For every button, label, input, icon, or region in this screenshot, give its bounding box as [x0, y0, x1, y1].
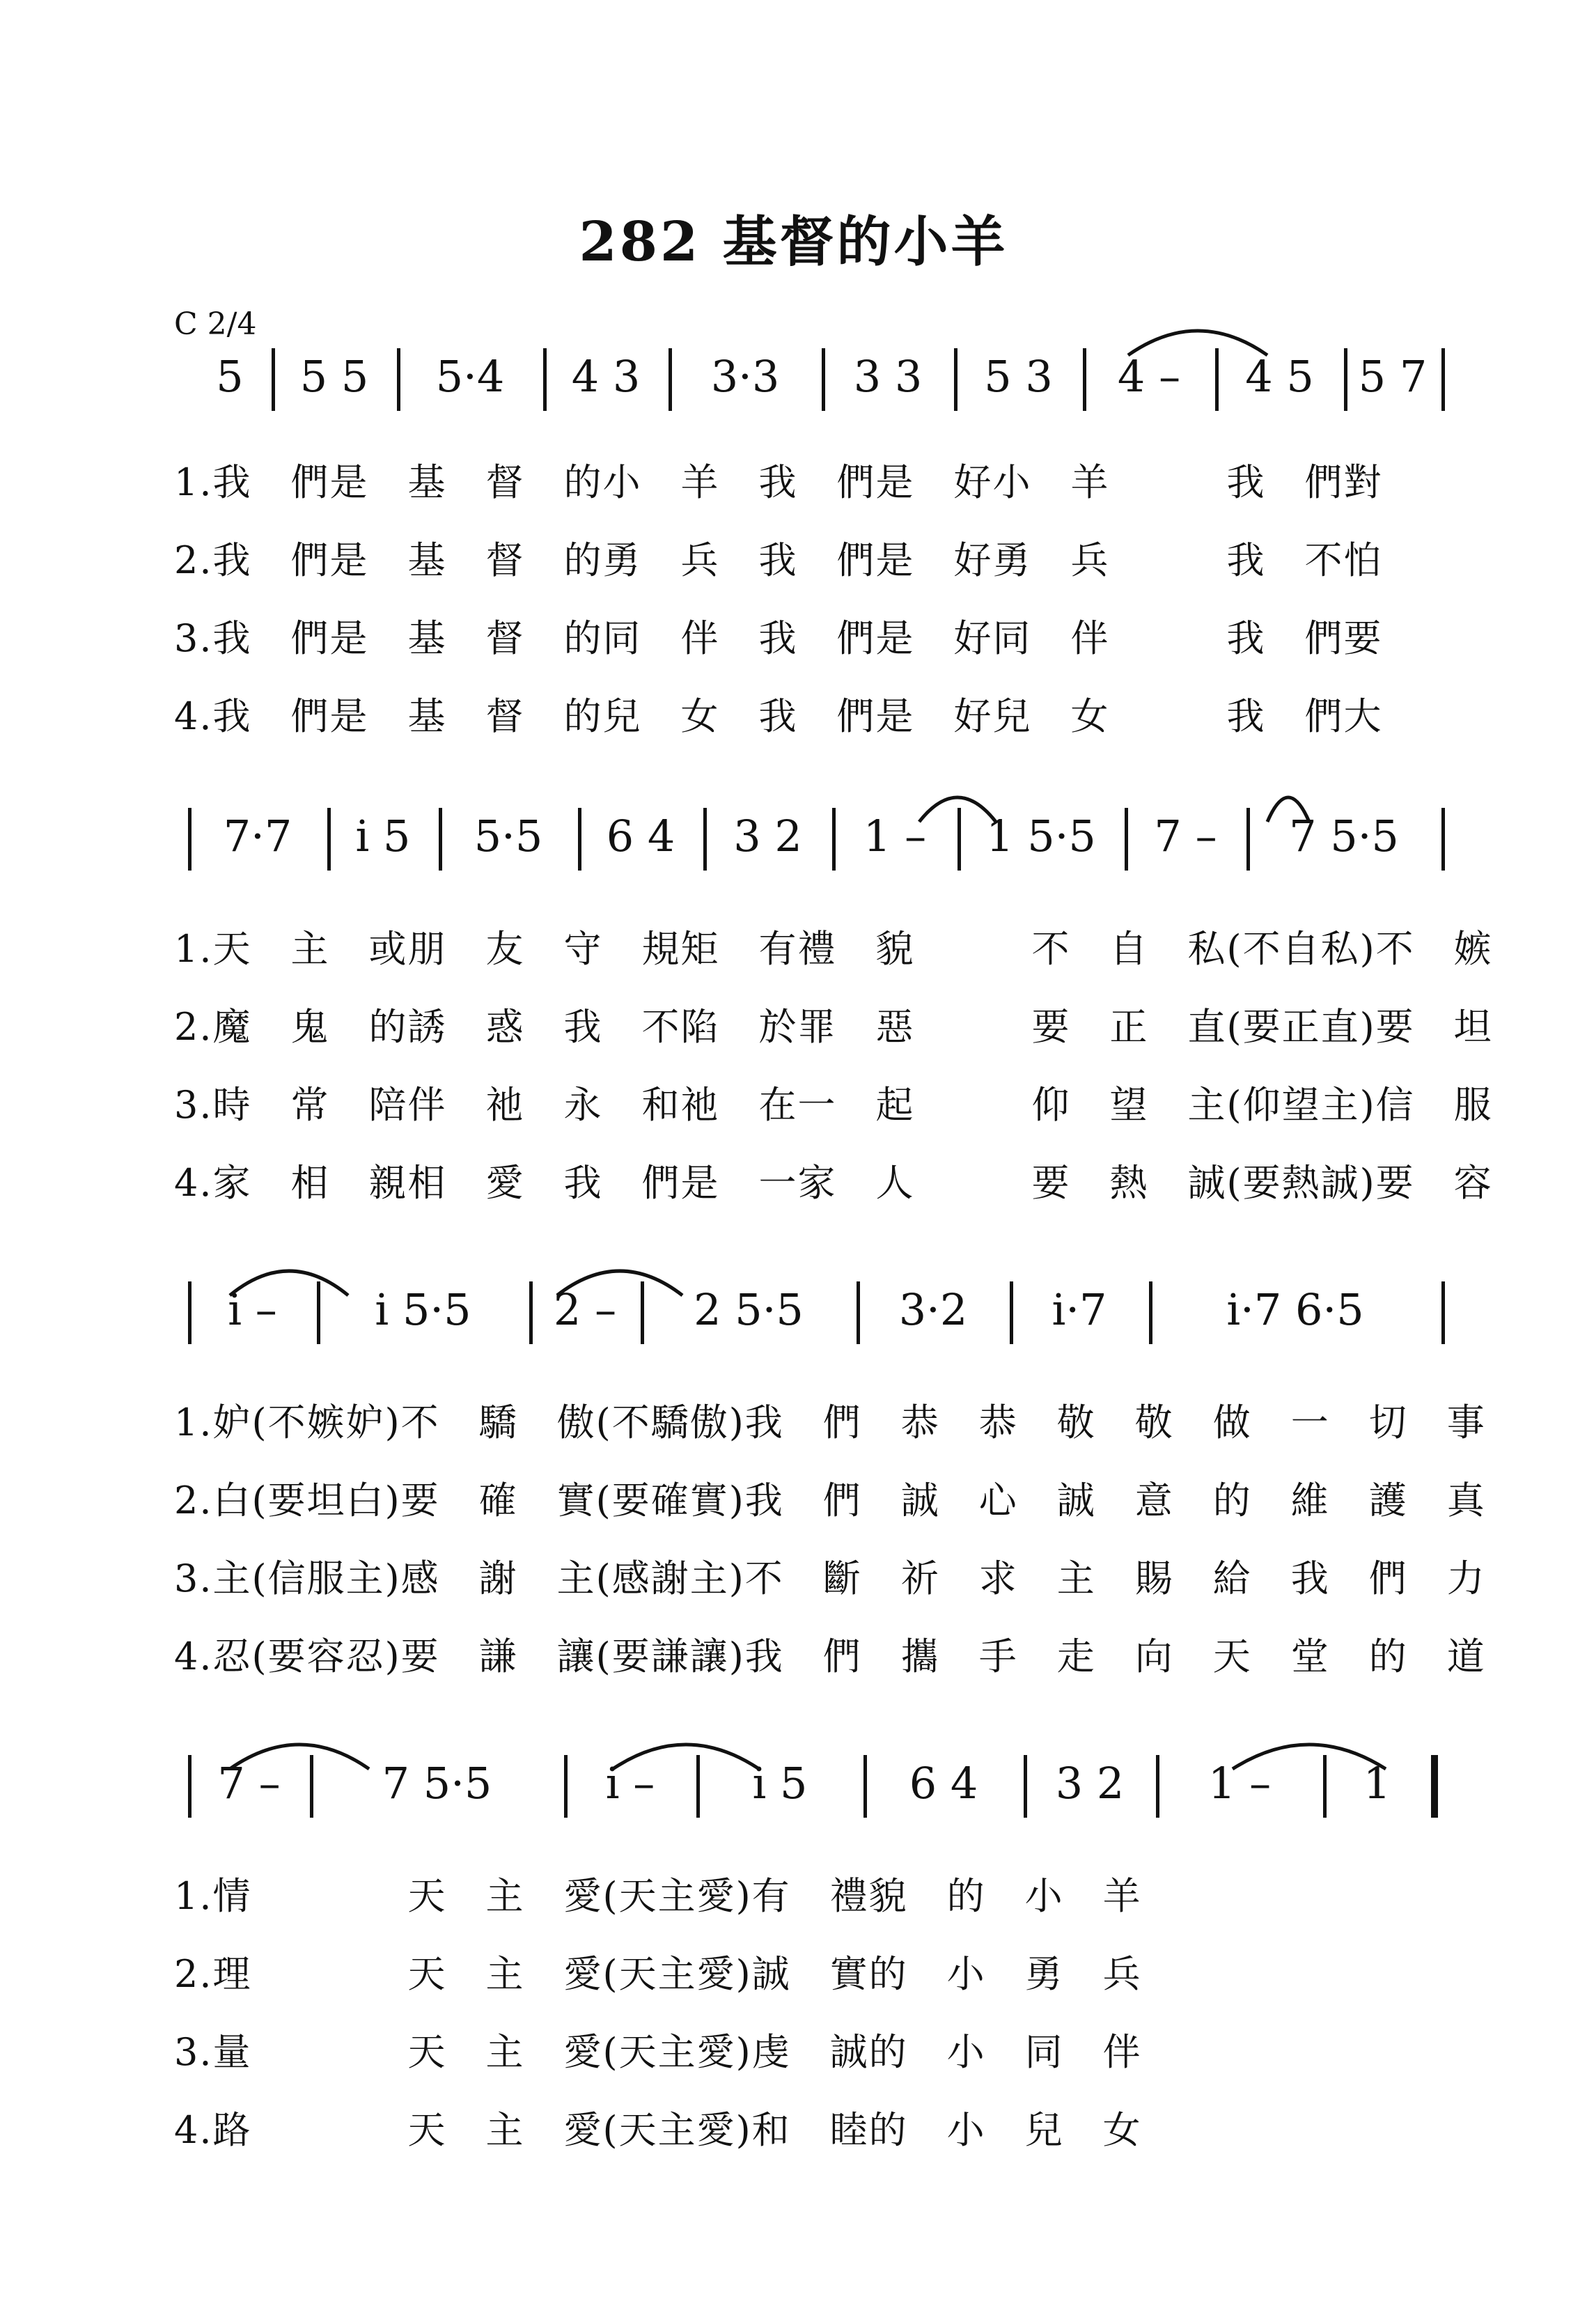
slur: [613, 1745, 759, 1769]
measure-notes: i 5: [355, 811, 411, 861]
measure-notes: 7 5·5: [1289, 811, 1399, 861]
page-title: 282 基督的小羊: [579, 210, 1008, 274]
lyric-line: 3.量 天 主 愛(天主愛)虔 誠的 小 同 伴: [174, 2030, 1142, 2074]
key-signature: C 2/4: [174, 306, 257, 342]
measure-notes: i –: [228, 1284, 277, 1335]
measure-notes: 6 4: [909, 1758, 978, 1809]
measure-notes: 5: [216, 351, 244, 402]
lyric-line: 1.妒(不嫉妒)不 驕 傲(不驕傲)我 們 恭 恭 敬 敬 做 一 切 事: [174, 1401, 1486, 1444]
measure-notes: 3·2: [898, 1284, 968, 1335]
measure-notes: 5 7: [1358, 351, 1428, 402]
measure-notes: 2 –: [553, 1284, 617, 1335]
lyric-line: 2.理 天 主 愛(天主愛)誠 實的 小 勇 兵: [174, 1952, 1142, 1996]
measure-notes: 5 5: [299, 351, 369, 402]
measure-notes: 1 5·5: [986, 811, 1096, 861]
lyric-line: 4.我 們是 基 督 的兒 女 我 們是 好兒 女 我 們大: [174, 694, 1383, 738]
measure-notes: 3 2: [733, 811, 802, 861]
measure-notes: 7·7: [223, 811, 292, 861]
measure-notes: 1 –: [1207, 1758, 1272, 1809]
measure-notes: i·7: [1052, 1284, 1107, 1335]
measure-notes: 5·4: [435, 351, 505, 402]
measure-notes: 5 3: [984, 351, 1053, 402]
measure-notes: i –: [605, 1758, 655, 1809]
lyric-line: 3.時 常 陪伴 祂 永 和祂 在一 起 仰 望 主(仰望主)信 服: [174, 1083, 1493, 1127]
slur: [1267, 797, 1309, 822]
measure-notes: 4 3: [571, 351, 641, 402]
lyric-line: 4.家 相 親相 愛 我 們是 一家 人 要 熱 誠(要熱誠)要 容: [174, 1161, 1493, 1205]
measure-notes: 3·3: [710, 351, 780, 402]
measure-notes: 6 4: [606, 811, 675, 861]
slur: [230, 1745, 369, 1769]
slur: [1128, 331, 1267, 355]
lyric-line: 3.我 們是 基 督 的同 伴 我 們是 好同 伴 我 們要: [174, 616, 1383, 660]
measure-notes: 2 5·5: [694, 1284, 804, 1335]
lyric-line: 3.主(信服主)感 謝 主(感謝主)不 斷 祈 求 主 賜 給 我 們 力: [174, 1557, 1486, 1600]
slur: [557, 1271, 682, 1295]
lyric-line: 1.情 天 主 愛(天主愛)有 禮貌 的 小 羊: [174, 1874, 1142, 1918]
measure-notes: i 5: [752, 1758, 808, 1809]
lyric-line: 2.白(要坦白)要 確 實(要確實)我 們 誠 心 誠 意 的 維 護 真: [174, 1479, 1486, 1522]
lyric-line: 2.我 們是 基 督 的勇 兵 我 們是 好勇 兵 我 不怕: [174, 538, 1383, 582]
measure-notes: 1: [1363, 1758, 1391, 1809]
measure-notes: 4 5: [1245, 351, 1314, 402]
measure-notes: 5·5: [474, 811, 543, 861]
slur: [919, 797, 996, 822]
measure-notes: 7 –: [217, 1758, 281, 1809]
lyric-line: 1.我 們是 基 督 的小 羊 我 們是 好小 羊 我 們對: [174, 460, 1383, 504]
measure-notes: i 5·5: [375, 1284, 471, 1335]
measure-notes: 7 5·5: [382, 1758, 492, 1809]
measure-notes: 7 –: [1154, 811, 1217, 861]
lyric-line: 2.魔 鬼 的誘 惑 我 不陷 於罪 惡 要 正 直(要正直)要 坦: [174, 1005, 1493, 1049]
measure-notes: i·7 6·5: [1226, 1284, 1364, 1335]
lyric-line: 4.忍(要容忍)要 謙 讓(要謙讓)我 們 攜 手 走 向 天 堂 的 道: [174, 1635, 1486, 1678]
slur: [230, 1271, 348, 1295]
measure-notes: 4 –: [1117, 351, 1181, 402]
measure-notes: 1 –: [863, 811, 927, 861]
measure-notes: 3 3: [853, 351, 923, 402]
slur: [1233, 1745, 1386, 1769]
measure-notes: 3 2: [1055, 1758, 1125, 1809]
lyric-line: 1.天 主 或朋 友 守 規矩 有禮 貌 不 自 私(不自私)不 嫉: [174, 927, 1493, 971]
lyric-line: 4.路 天 主 愛(天主愛)和 睦的 小 兒 女: [174, 2108, 1142, 2152]
